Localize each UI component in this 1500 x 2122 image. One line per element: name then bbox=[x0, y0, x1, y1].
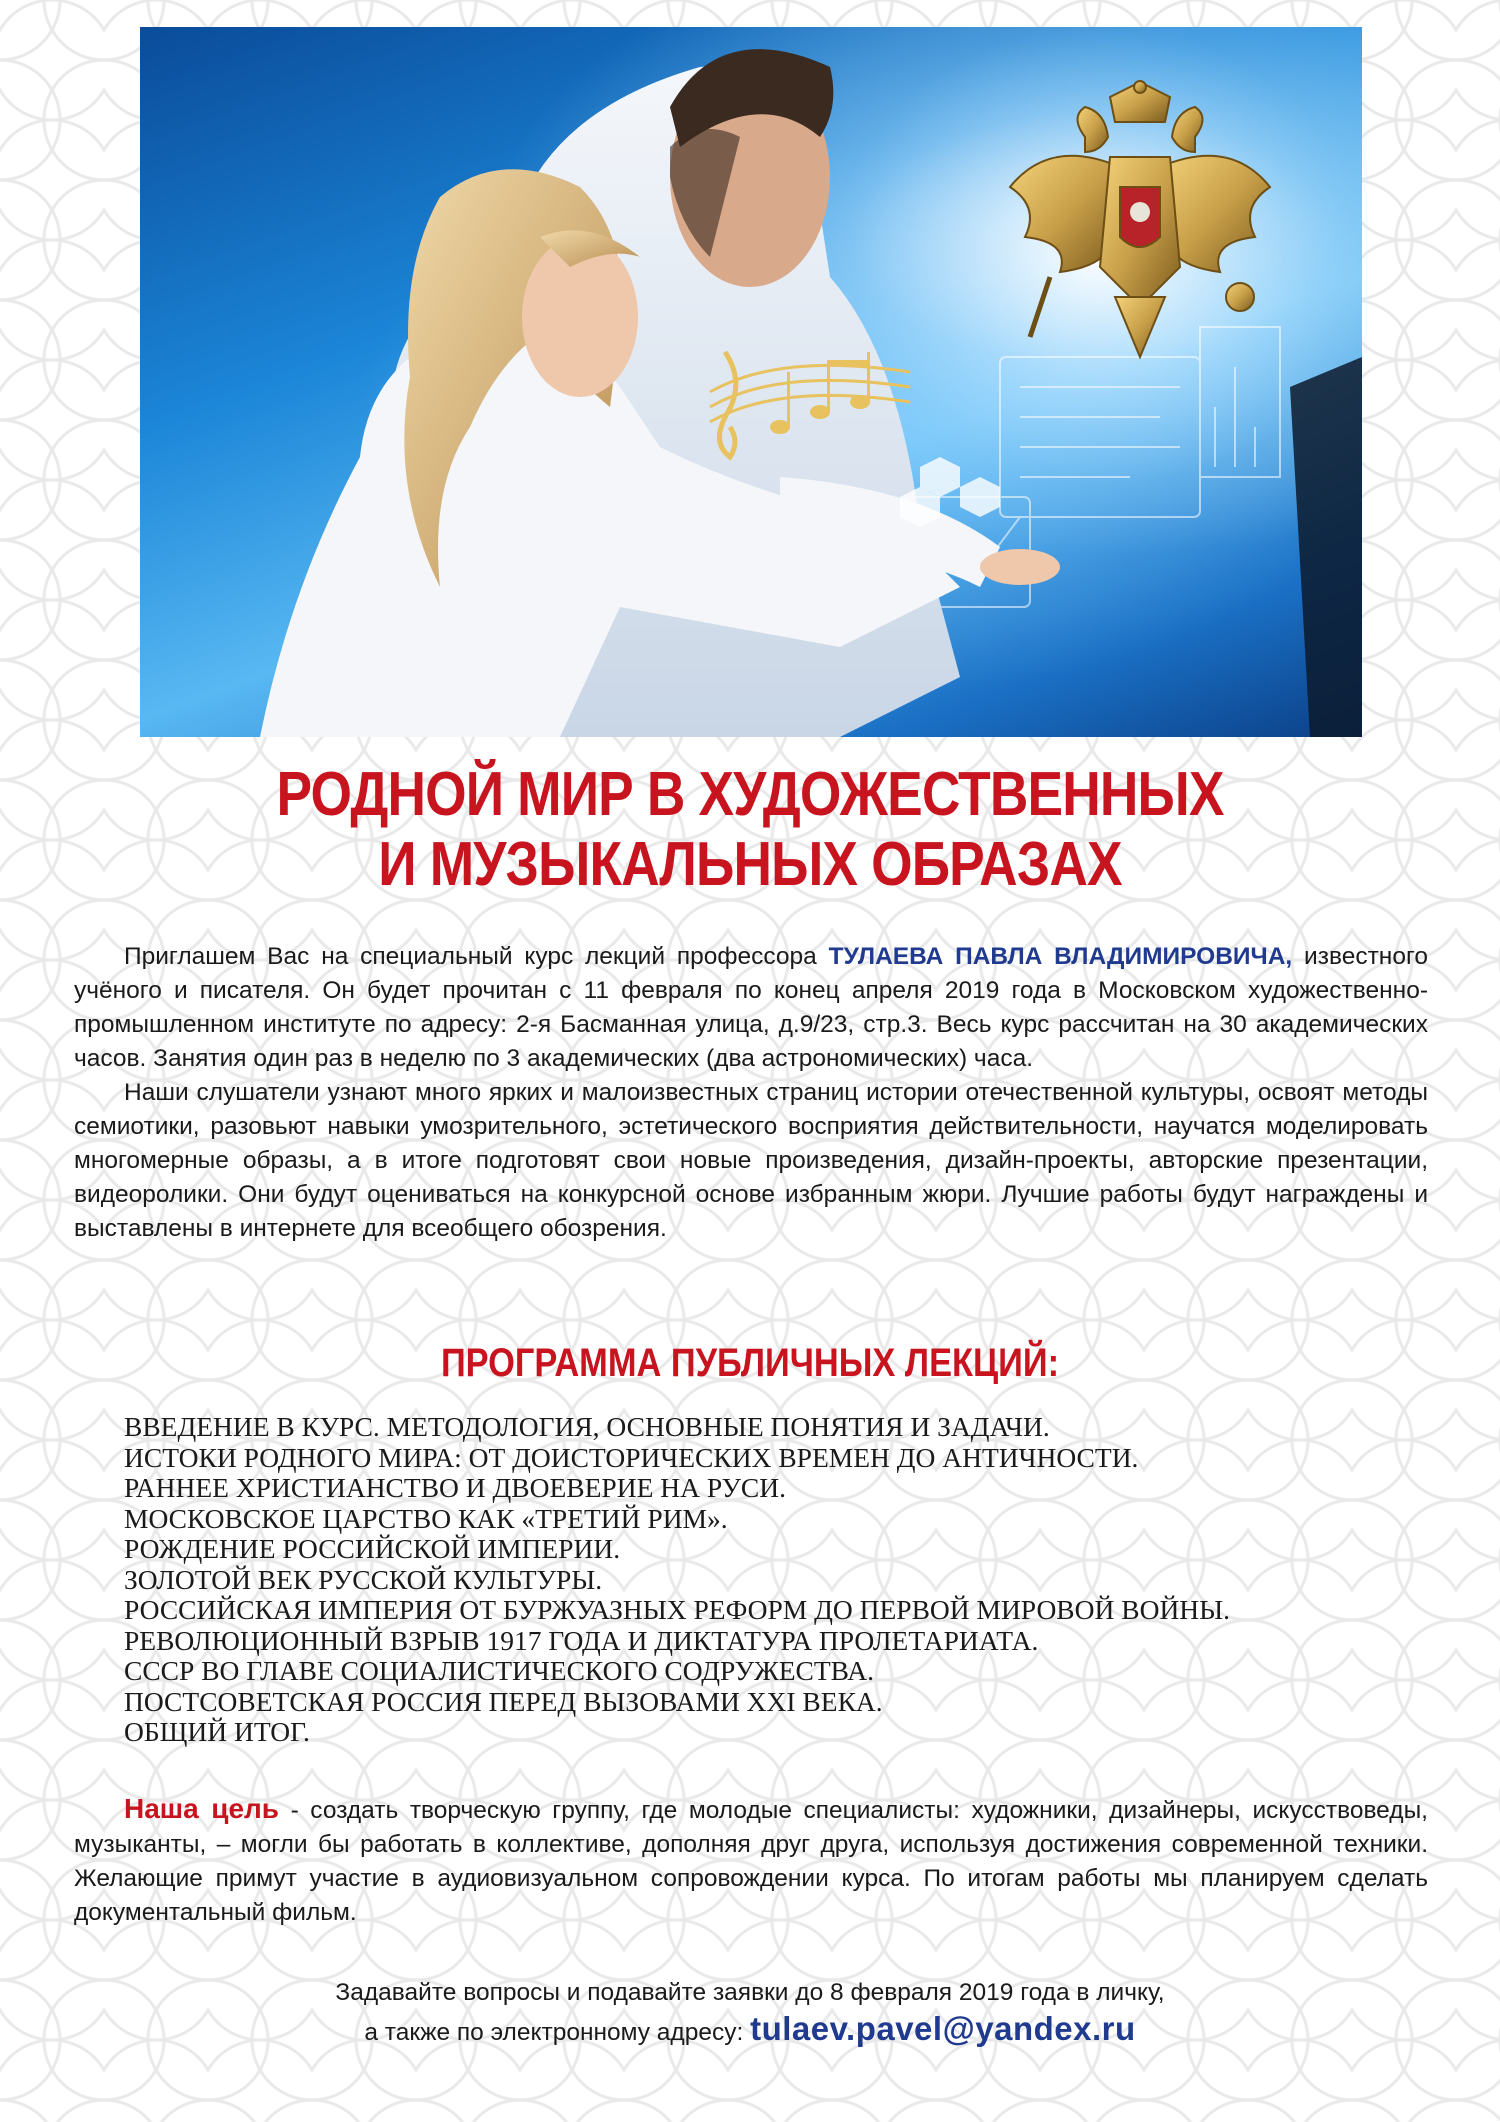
contact-line-2 bbox=[0, 2011, 1500, 2051]
program-heading: ПРОГРАММА ПУБЛИЧНЫХ ЛЕКЦИЙ: bbox=[440, 1341, 1060, 1385]
goal-label: Наша цель bbox=[124, 1793, 280, 1824]
lecture-list bbox=[124, 1412, 1424, 1748]
list-item: ЗОЛОТОЙ ВЕК РУССКОЙ КУЛЬТУРЫ. bbox=[124, 1563, 603, 1595]
intro-paragraph-2: Наши слушатели узнают много ярких и малоизвестных страниц истории отечественной культуры, освоят методы семиотики, разовьют навыки умозрительного, эстетического восприятия действительности, научатся моделировать многомерные образы, а в итоге подготовят свои новые произведения, дизайн-проекты, авторские презентации, видеоролики. Они будут оцениваться на конкурсной основе избранным жюри. Лучшие работы будут награждены и выставлены в интернете для всеобщего обозрения. bbox=[74, 1079, 1428, 1242]
contact-section bbox=[0, 1975, 1500, 2051]
intro-rest: известного учёного и писателя. Он будет прочитан с 11 февраля по конец апреля 2019 года в Московском художественно-промышленном институте по адресу: 2-я Басманная улица, д.9/23, стр.3. Весь курс рассчитан на 30 академических часов. Занятия один раз в неделю по 3 академических (два астрономических) часа. bbox=[74, 943, 1428, 1072]
intro-lead: Приглашем Вас на специальный курс лекций профессора bbox=[124, 943, 817, 970]
intro-paragraph bbox=[74, 940, 1428, 1076]
music-notes-icon bbox=[700, 332, 920, 472]
title-line-1: РОДНОЙ МИР В ХУДОЖЕСТВЕННЫХ bbox=[276, 760, 1224, 829]
list-item: РЕВОЛЮЦИОННЫЙ ВЗРЫВ 1917 ГОДА И ДИКТАТУРА ПРОЛЕТАРИАТА. bbox=[124, 1624, 1039, 1656]
list-item: РОЖДЕНИЕ РОССИЙСКОЙ ИМПЕРИИ. bbox=[124, 1533, 621, 1564]
title-line-2: И МУЗЫКАЛЬНЫХ ОБРАЗАХ bbox=[378, 830, 1122, 899]
contact-prefix: а также по электронному адресу: bbox=[364, 2019, 744, 2046]
list-item: МОСКОВСКОЕ ЦАРСТВО КАК «ТРЕТИЙ РИМ». bbox=[124, 1502, 728, 1534]
list-item: ПОСТСОВЕТСКАЯ РОССИЯ ПЕРЕД ВЫЗОВАМИ XXI ВЕКА. bbox=[124, 1685, 883, 1717]
goal-paragraph bbox=[74, 1792, 1428, 1930]
list-item: СССР ВО ГЛАВЕ СОЦИАЛИСТИЧЕСКОГО СОДРУЖЕСТВА. bbox=[124, 1655, 874, 1686]
page-title bbox=[105, 760, 1395, 900]
contact-line-1: Задавайте вопросы и подавайте заявки до 8 февраля 2019 года в личку, bbox=[335, 1979, 1165, 2006]
list-item: ВВЕДЕНИЕ В КУРС. МЕТОДОЛОГИЯ, ОСНОВНЫЕ ПОНЯТИЯ И ЗАДАЧИ. bbox=[124, 1411, 1050, 1442]
list-item: РАННЕЕ ХРИСТИАНСТВО И ДВОЕВЕРИЕ НА РУСИ. bbox=[124, 1472, 786, 1503]
list-item: ОБЩИЙ ИТОГ. bbox=[124, 1716, 310, 1747]
list-item: ИСТОКИ РОДНОГО МИРА: ОТ ДОИСТОРИЧЕСКИХ ВРЕМЕН ДО АНТИЧНОСТИ. bbox=[124, 1441, 1139, 1473]
professor-name: ТУЛАЕВА ПАВЛА ВЛАДИМИРОВИЧА, bbox=[828, 943, 1293, 970]
list-item: РОССИЙСКАЯ ИМПЕРИЯ ОТ БУРЖУАЗНЫХ РЕФОРМ ДО ПЕРВОЙ МИРОВОЙ ВОЙНЫ. bbox=[124, 1594, 1231, 1625]
intro-section bbox=[74, 940, 1428, 1246]
goal-text: - создать творческую группу, где молодые специалисты: художники, дизайнеры, искусствоведы, музыканты, – могли бы работать в коллективе, дополняя друг друга, используя достижения современной техники. Желающие примут участие в аудиовизуальном сопровождении курса. По итогам работы мы планируем сделать документальный фильм. bbox=[74, 1797, 1428, 1926]
email-link[interactable]: tulaev.pavel@yandex.ru bbox=[750, 2010, 1136, 2047]
hero-image bbox=[140, 27, 1362, 737]
coat-of-arms-icon bbox=[990, 77, 1290, 377]
